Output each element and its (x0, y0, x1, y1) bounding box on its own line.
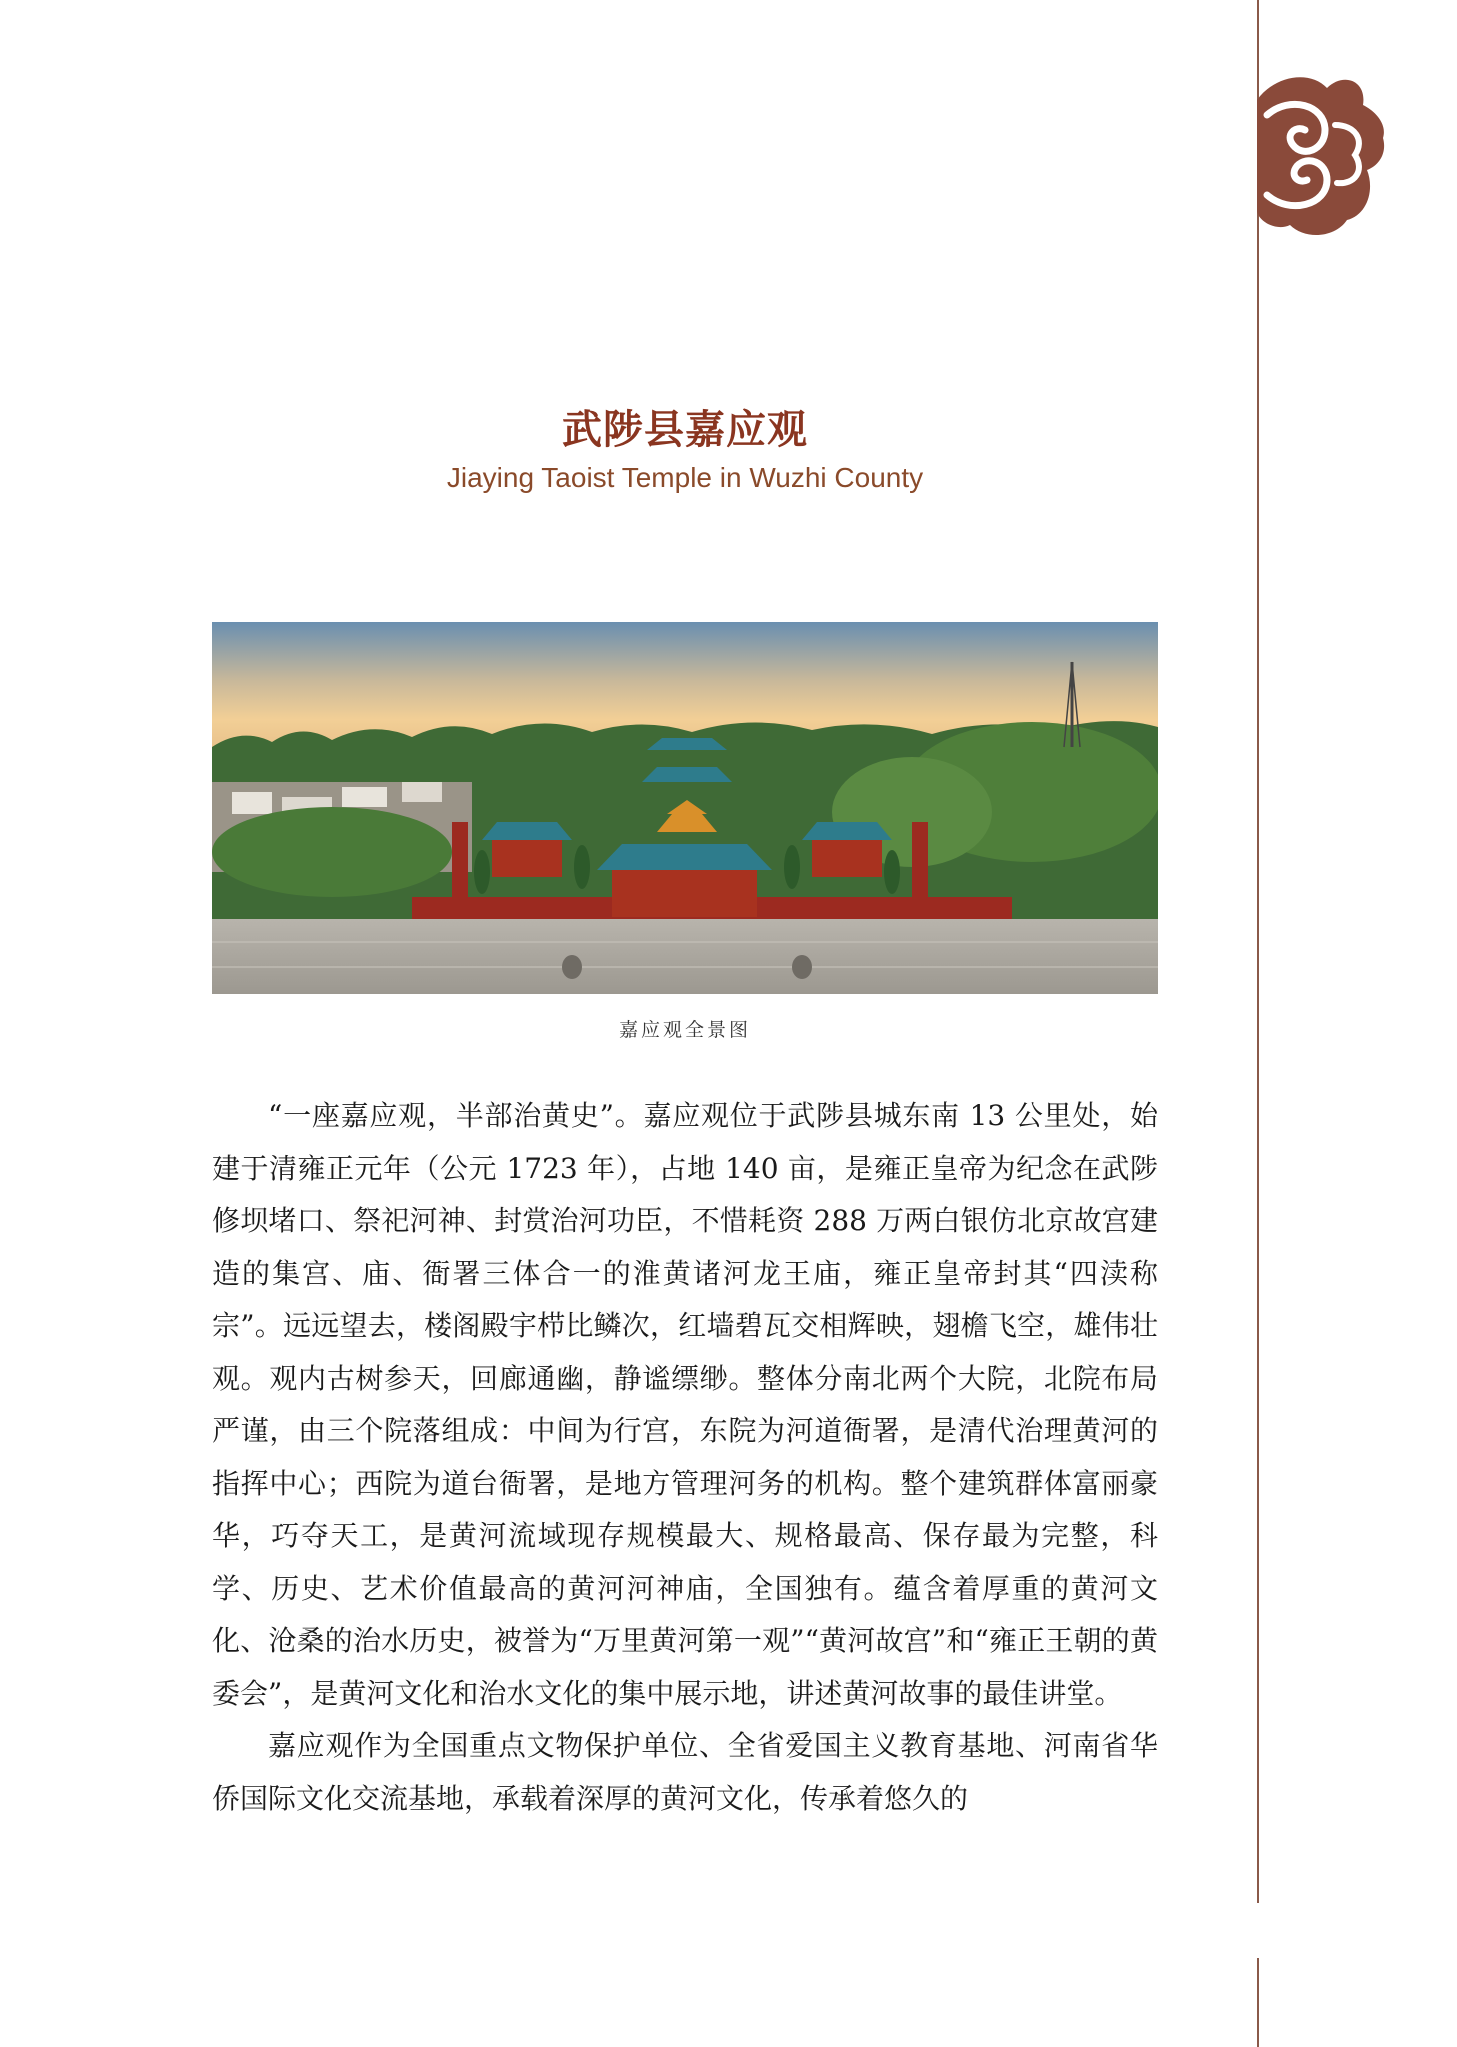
photo-caption: 嘉应观全景图 (618, 1019, 751, 1041)
body-text (212, 1090, 1158, 1825)
page-subtitle: Jiaying Taoist Temple in Wuzhi County (446, 462, 924, 493)
paragraph: “一座嘉应观，半部治黄史”。嘉应观位于武陟县城东南 13 公里处，始建于清雍正元年（公元 1723 年），占地 140 亩，是雍正皇帝为纪念在武陟修坝堵口、祭祀河神、封赏治河功臣，不惜耗资 288 万两白银仿北京故宫建造的集宫、庙、衙署三体合一的淮黄诸河龙王庙，雍正皇帝封其“四渎称宗”。远远望去，楼阁殿宇栉比鳞次，红墙碧瓦交相辉映，翅檐飞空，雄伟壮观。观内古树参天，回廊通幽，静谧缥缈。整体分南北两个大院，北院布局严谨，由三个院落组成：中间为行宫，东院为河道衙署，是清代治理黄河的指挥中心；西院为道台衙署，是地方管理河务的机构。整个建筑群体富丽豪华，巧夺天工，是黄河流域现存规模最大、规格最高、保存最为完整，科学、历史、艺术价值最高的黄河河神庙，全国独有。蕴含着厚重的黄河文化、沧桑的治水历史，被誉为“万里黄河第一观”“黄河故宫”和“雍正王朝的黄委会”，是黄河文化和治水文化的集中展示地，讲述黄河故事的最佳讲堂。 (212, 1099, 1158, 1710)
temple-panorama-photo (212, 622, 1158, 994)
cloud-ornament-icon (1255, 70, 1385, 240)
paragraph: 嘉应观作为全国重点文物保护单位、全省爱国主义教育基地、河南省华侨国际文化交流基地，承载着深厚的黄河文化，传承着悠久的 (212, 1729, 1158, 1815)
page-title: 武陟县嘉应观 (562, 407, 808, 453)
margin-rule-bottom (1257, 1958, 1259, 2047)
margin-rule (1257, 0, 1259, 1903)
